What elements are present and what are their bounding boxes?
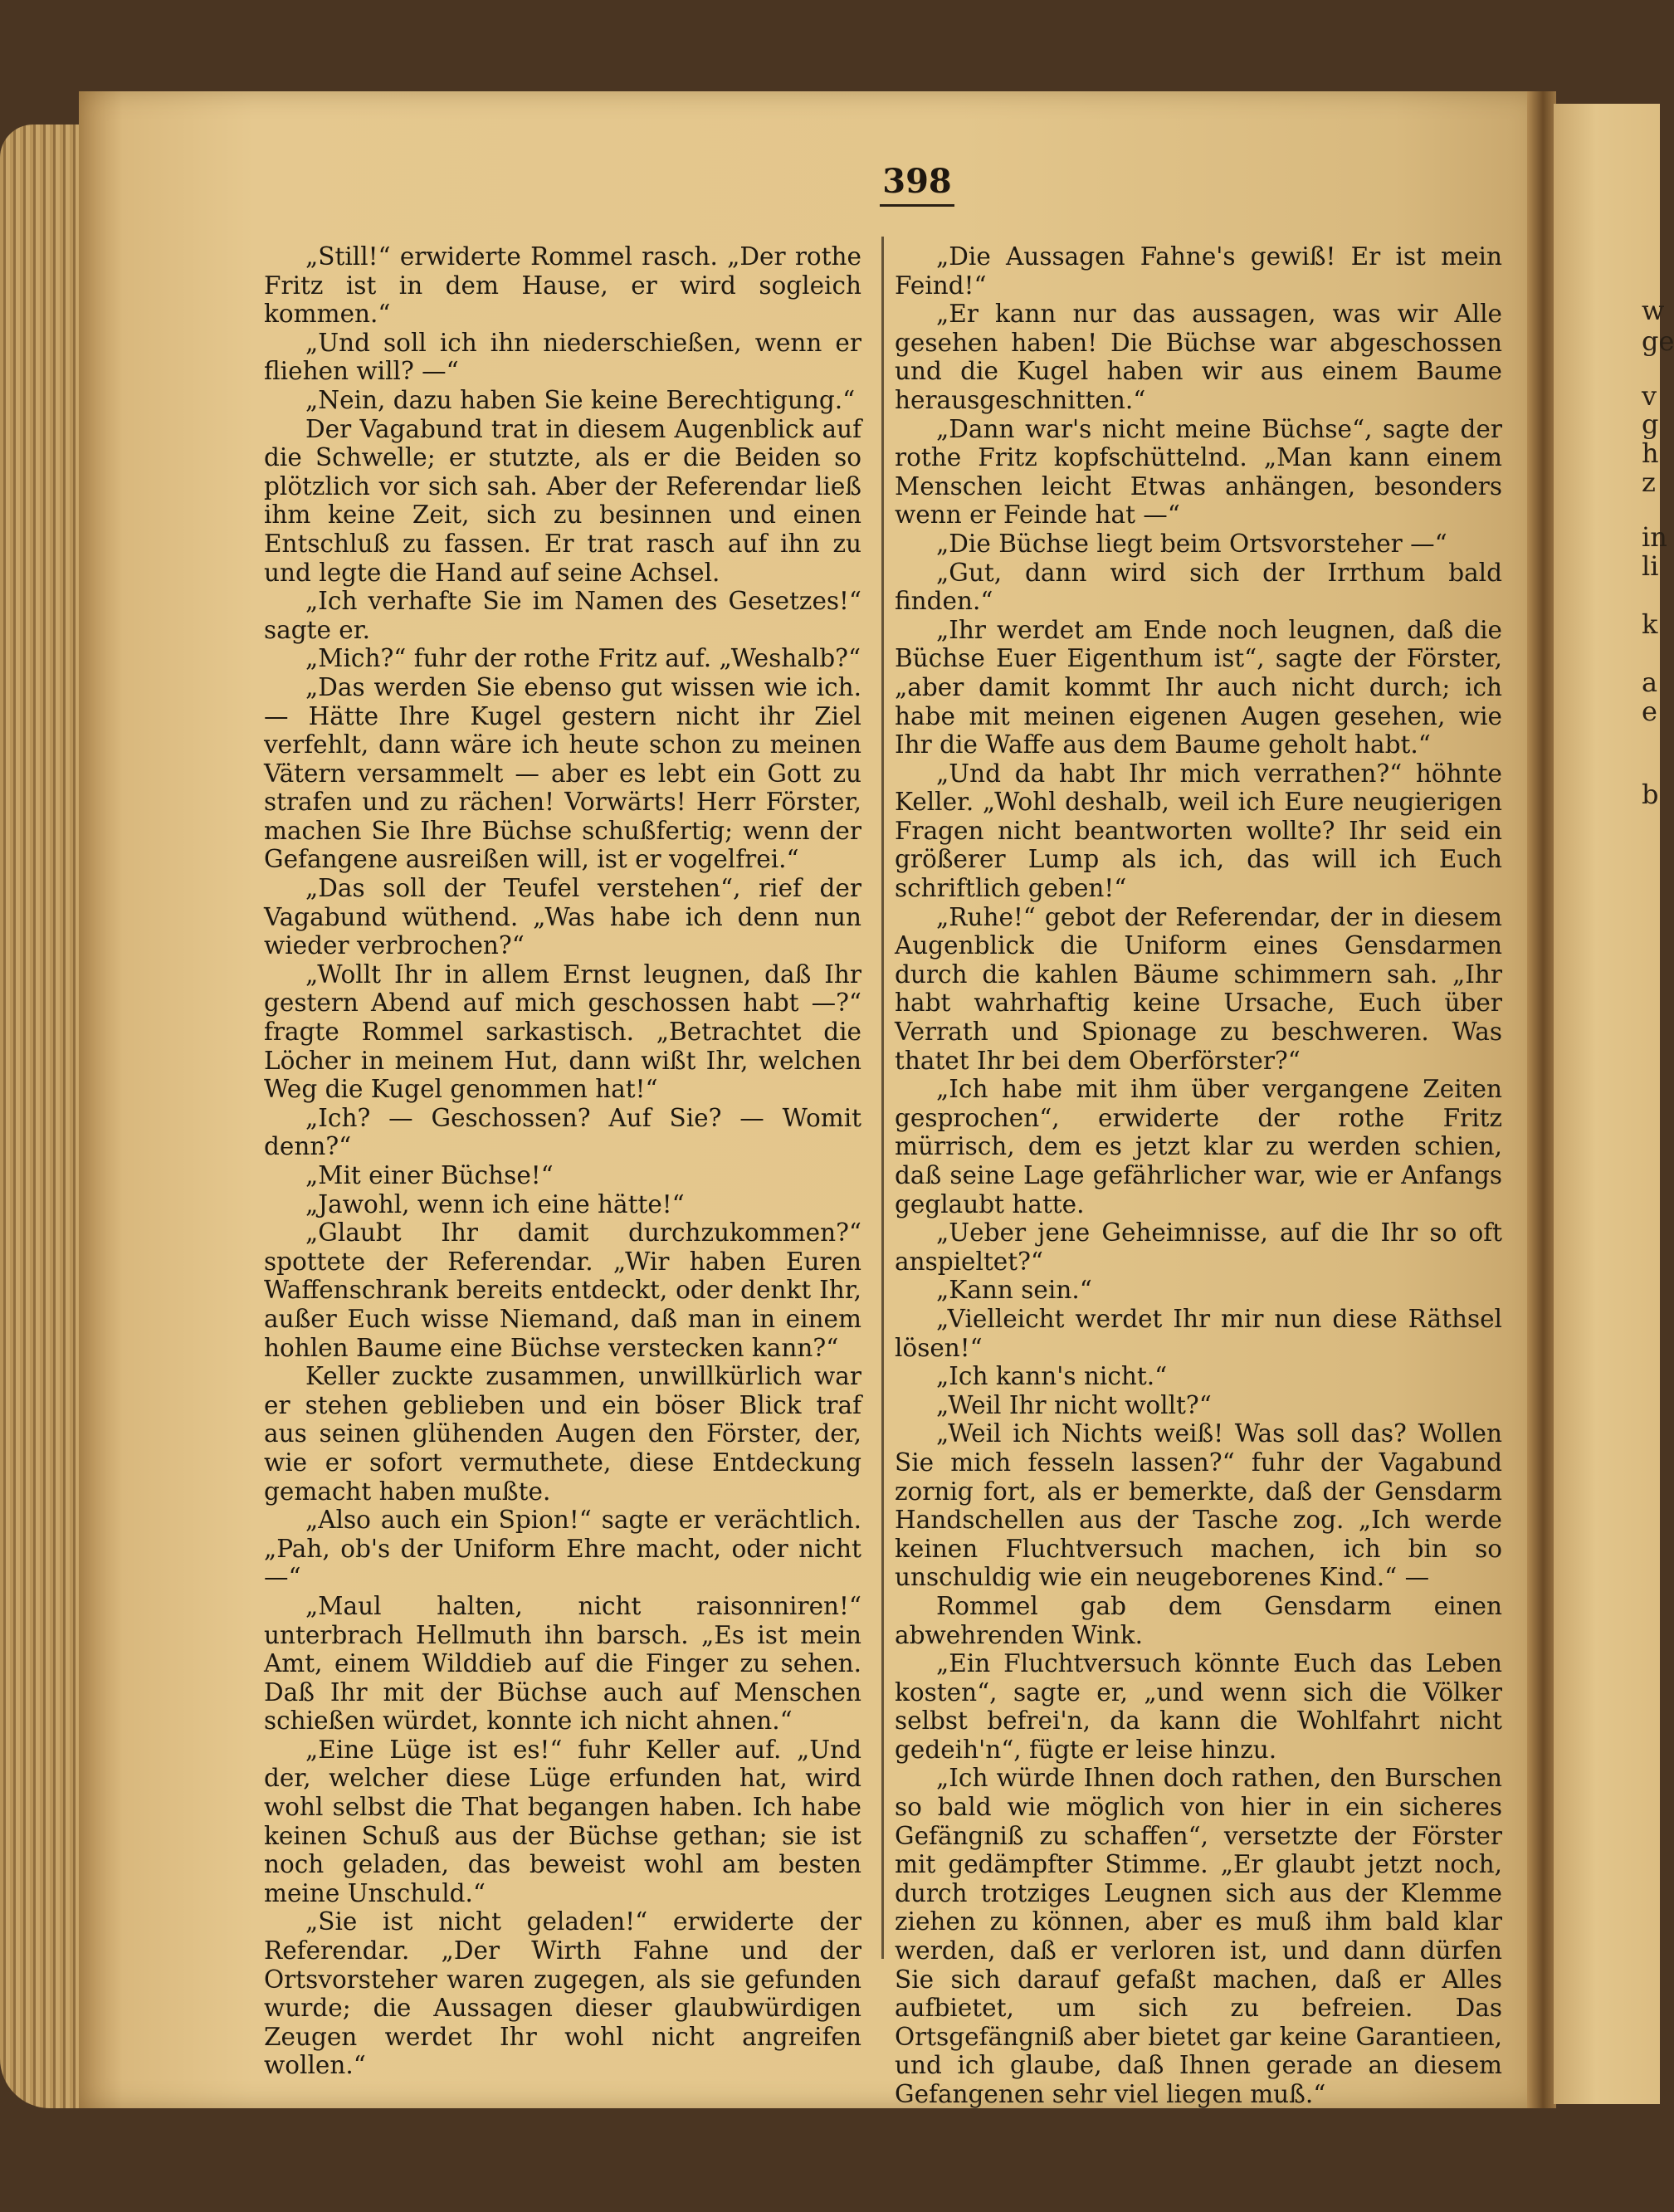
facing-page-fragment: in [1642, 521, 1667, 553]
facing-page-fragment: k [1642, 608, 1658, 640]
facing-page-fragment: e [1642, 696, 1657, 727]
facing-page-fragment: b [1642, 779, 1659, 810]
paragraph: „Ich verhafte Sie im Namen des Gesetzes!“ sagte er. [264, 587, 861, 644]
paragraph: „Maul halten, nicht raisonniren!“ unterbrach Hellmuth ihn barsch. „Es ist mein Amt, einem Wilddieb auf die Finger zu sehen. Daß Ihr mit der Büchse auch auf Menschen schießen würdet, konnte ich nicht ahnen.“ [264, 1591, 861, 1736]
paragraph: „Ich kann's nicht.“ [936, 1362, 1168, 1391]
paragraph: „Ein Fluchtversuch könnte Euch das Leben kosten“, sagte er, „und wenn sich die Völker selbst befrei'n, da kann die Wohlfahrt nicht gedeih'n“, fügte er leise hinzu. [895, 1649, 1502, 1764]
paragraph: „Also auch ein Spion!“ sagte er verächtlich. „Pah, ob's der Uniform Ehre macht, oder nicht —“ [264, 1506, 861, 1592]
book-gutter [1527, 91, 1556, 2108]
facing-page-fragment: g [1642, 408, 1659, 440]
facing-page-fragment: li [1642, 550, 1659, 582]
facing-page-fragment: v [1642, 380, 1657, 412]
paragraph: „Sie ist nicht geladen!“ erwiderte der Referendar. „Der Wirth Fahne und der Ortsvorsteher waren zugegen, als sie gefunden wurde; die Aussagen dieser glaubwürdigen Zeugen werdet Ihr wohl nicht angreifen wollen.“ [264, 1907, 861, 2080]
paragraph: Keller zuckte zusammen, unwillkürlich war er stehen geblieben und ein böser Blick traf aus seinen glühenden Augen den Förster, der, wie er sofort vermuthete, diese Entdeckung gemacht haben mußte. [264, 1362, 861, 1506]
paragraph: „Ich? — Geschossen? Auf Sie? — Womit denn?“ [264, 1103, 861, 1161]
paragraph: Der Vagabund trat in diesem Augenblick auf die Schwelle; er stutzte, als er die Beiden so plötzlich vor sich sah. Aber der Referendar ließ ihm keine Zeit, sich zu besinnen und einen Entschluß zu fassen. Er trat rasch auf ihn zu und legte die Hand auf seine Achsel. [264, 414, 861, 587]
paragraph: „Wollt Ihr in allem Ernst leugnen, daß Ihr gestern Abend auf mich geschossen habt —?“ fragte Rommel sarkastisch. „Betrachtet die Löcher in meinem Hut, dann wißt Ihr, welchen Weg die Kugel genommen hat!“ [264, 960, 861, 1104]
paragraph: „Er kann nur das aussagen, was wir Alle gesehen haben! Die Büchse war abgeschossen und die Kugel haben wir aus einem Baume herausgeschnitten.“ [895, 300, 1502, 414]
paragraph: „Die Aussagen Fahne's gewiß! Er ist mein Feind!“ [895, 242, 1502, 300]
paragraph: „Ich habe mit ihm über vergangene Zeiten gesprochen“, erwiderte der rothe Fritz mürrisch, dem es jetzt klar zu werden schien, daß seine Lage gefährlicher war, wie er Anfangs geglaubt hatte. [895, 1075, 1502, 1218]
facing-page-fragment: h [1642, 437, 1659, 469]
paragraph: „Eine Lüge ist es!“ fuhr Keller auf. „Und der, welcher diese Lüge erfunden hat, wird wohl selbst die That begangen haben. Ich habe keinen Schuß aus der Büchse gethan; sie ist noch geladen, das beweist wohl am besten meine Unschuld.“ [264, 1735, 861, 1907]
paragraph: „Ruhe!“ gebot der Referendar, der in diesem Augenblick die Uniform eines Gensdarmen durch die kahlen Bäume schimmern sah. „Ihr habt wahrhaftig keine Ursache, Euch über Verrath und Spionage zu beschweren. Was thatet Ihr bei dem Oberförster?“ [895, 902, 1502, 1075]
paragraph: „Nein, dazu haben Sie keine Berechtigung.“ [305, 385, 856, 414]
page-number: 398 [880, 162, 954, 207]
paragraph: „Jawohl, wenn ich eine hätte!“ [305, 1189, 685, 1218]
paragraph: „Die Büchse liegt beim Ortsvorsteher —“ [936, 529, 1447, 558]
paragraph: „Das werden Sie ebenso gut wissen wie ich. — Hätte Ihre Kugel gestern nicht ihr Ziel verfehlt, dann wäre ich heute schon zu meinen Vätern versammelt — aber es lebt ein Gott zu strafen und zu rächen! Vorwärts! Herr Förster, machen Sie Ihre Büchse schußfertig; wenn der Gefangene ausreißen will, ist er vogelfrei.“ [264, 672, 861, 874]
facing-page-fragment: z [1642, 466, 1656, 498]
paragraph: „Und da habt Ihr mich verrathen?“ höhnte Keller. „Wohl deshalb, weil ich Eure neugierigen Fragen nicht beantworten wollte? Ihr seid ein größerer Lump als ich, das will ich Euch schriftlich geben!“ [895, 759, 1502, 903]
paragraph: Rommel gab dem Gensdarm einen abwehrenden Wink. [895, 1591, 1502, 1649]
paragraph: „Kann sein.“ [936, 1276, 1092, 1305]
column-divider [881, 237, 884, 1959]
text-column-right [895, 242, 1502, 2109]
facing-page-fragment: a [1642, 667, 1658, 698]
paragraph: „Weil ich Nichts weiß! Was soll das? Wollen Sie mich fesseln lassen?“ fuhr der Vagabund zornig fort, als er bemerkte, daß der Gensdarm Handschellen aus der Tasche zog. „Ich werde keinen Fluchtversuch machen, ich bin so unschuldig wie ein neugeborenes Kind.“ — [895, 1419, 1502, 1592]
facing-page-fragment: w [1642, 295, 1665, 326]
paragraph: „Mit einer Büchse!“ [305, 1161, 554, 1189]
paragraph: „Ihr werdet am Ende noch leugnen, daß die Büchse Euer Eigenthum ist“, sagte der Förster, „aber damit kommt Ihr auch nicht durch; ich habe mit meinen eigenen Augen gesehen, wie Ihr die Waffe aus dem Baume geholt habt.“ [895, 615, 1502, 759]
paragraph: „Dann war's nicht meine Büchse“, sagte der rothe Fritz kopfschüttelnd. „Man kann einem Menschen leicht Etwas anhängen, besonders wenn er Feinde hat —“ [895, 414, 1502, 530]
text-column-left [264, 242, 861, 2080]
paragraph: „Das soll der Teufel verstehen“, rief der Vagabund wüthend. „Was habe ich denn nun wieder verbrochen?“ [264, 874, 861, 960]
paragraph: „Vielleicht werdet Ihr mir nun diese Räthsel lösen!“ [895, 1304, 1502, 1362]
paragraph: „Gut, dann wird sich der Irrthum bald finden.“ [895, 558, 1502, 616]
paragraph: „Ueber jene Geheimnisse, auf die Ihr so oft anspieltet?“ [895, 1218, 1502, 1276]
paragraph: „Ich würde Ihnen doch rathen, den Burschen so bald wie möglich von hier in ein sicheres Gefängniß zu schaffen“, versetzte der Förster mit gedämpfter Stimme. „Er glaubt jetzt noch, durch trotziges Leugnen sich aus der Klemme ziehen zu können, aber es muß ihm bald klar werden, daß er verloren ist, und dann dürfen Sie sich darauf gefaßt machen, daß er Alles aufbietet, um sich zu befreien. Das Ortsgefängniß aber bietet gar keine Garantieen, und ich glaube, daß Ihnen gerade an diesem Gefangenen sehr viel liegen muß.“ [895, 1764, 1502, 2108]
paragraph: „Weil Ihr nicht wollt?“ [936, 1390, 1212, 1419]
paragraph: „Und soll ich ihn niederschießen, wenn er fliehen will? —“ [264, 328, 861, 386]
paragraph: „Still!“ erwiderte Rommel rasch. „Der rothe Fritz ist in dem Hause, er wird sogleich kommen.“ [264, 242, 861, 329]
paragraph: „Glaubt Ihr damit durchzukommen?“ spottete der Referendar. „Wir haben Euren Waffenschrank bereits entdeckt, oder denkt Ihr, außer Euch wisse Niemand, daß man in einem hohlen Baume eine Büchse verstecken kann?“ [264, 1218, 861, 1362]
facing-page-fragment: ge [1642, 325, 1674, 357]
paragraph: „Mich?“ fuhr der rothe Fritz auf. „Weshalb?“ [305, 644, 861, 673]
